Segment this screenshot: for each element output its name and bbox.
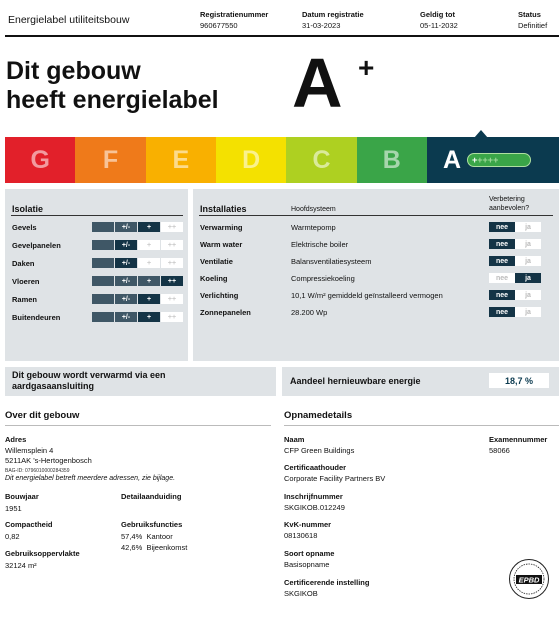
exam-value: 58066: [489, 446, 510, 455]
bag-id: BAG-ID: 0796010000284359: [5, 468, 70, 474]
improvement-toggle: [489, 256, 541, 266]
scale-cell: ++: [161, 294, 183, 304]
scale-cell: ++: [161, 222, 183, 232]
improvement-yes: ja: [515, 290, 541, 300]
scale-cell: [92, 240, 114, 250]
scale-cell: [92, 276, 114, 286]
kvk-label: KvK-nummer: [284, 520, 332, 529]
multi-address-note: Dit energielabel betreft meerdere adressen, zie bijlage.: [5, 475, 176, 482]
kvk-value: 08130618: [284, 531, 318, 540]
energy-class-a: [427, 137, 559, 183]
naam-label: Naam: [284, 435, 305, 444]
divider: [5, 425, 271, 426]
installatie-system: Elektrische boiler: [291, 240, 349, 249]
scale-cell: ++: [161, 276, 183, 286]
energy-class-letter: C: [312, 145, 331, 174]
energy-class-f: [75, 137, 145, 183]
improvement-yes: ja: [515, 256, 541, 266]
renewable-value: 18,7 %: [489, 373, 549, 388]
bouwjaar-value: 1951: [5, 504, 22, 513]
isolatie-label: Gevels: [12, 223, 37, 232]
energy-class-e: [146, 137, 216, 183]
scale-cell: +: [138, 276, 160, 286]
over-title: Over dit gebouw: [5, 410, 80, 421]
isolatie-label: Vloeren: [12, 277, 40, 286]
cert-value: Corporate Facility Partners BV: [284, 474, 386, 483]
energy-class-g: [5, 137, 75, 183]
isolatie-label: Daken: [12, 259, 35, 268]
compact-label: Compactheid: [5, 520, 53, 529]
improvement-no: nee: [489, 222, 515, 232]
installatie-system: 10,1 W/m² gemiddeld geïnstalleerd vermogen: [291, 291, 443, 300]
installatie-system: Compressiekoeling: [291, 274, 355, 283]
installatie-label: Zonnepanelen: [200, 308, 251, 317]
improvement-header: Verbetering aanbevolen?: [489, 196, 530, 212]
installaties-title: Installaties: [200, 204, 247, 214]
isolatie-label: Buitendeuren: [12, 313, 61, 322]
scale-cell: [92, 312, 114, 322]
energy-label-plus: +: [358, 52, 375, 83]
energy-class-bar: [5, 137, 559, 183]
headline: Dit gebouw heeft energielabel: [6, 57, 219, 114]
improvement-toggle: [489, 290, 541, 300]
scale-cell: +: [138, 222, 160, 232]
scale-cell: +/-: [115, 240, 137, 250]
epbd-seal-graphic: [512, 562, 546, 596]
improvement-no: nee: [489, 307, 515, 317]
scale-cell: +: [138, 258, 160, 268]
exam-label: Examennummer: [489, 435, 548, 444]
header-divider: [5, 35, 559, 37]
isolatie-scale: [92, 276, 184, 286]
renewable-label: Aandeel hernieuwbare energie: [290, 376, 421, 386]
adres-line2: 5211AK 's-Hertogenbosch: [5, 456, 92, 465]
registration-number: Registratienummer 960677550: [200, 10, 269, 30]
energy-class-d: [216, 137, 286, 183]
naam-value: CFP Green Buildings: [284, 446, 355, 455]
installatie-label: Verlichting: [200, 291, 239, 300]
inschr-label: Inschrijfnummer: [284, 492, 343, 501]
divider: [11, 215, 183, 216]
energy-class-b: [357, 137, 427, 183]
scale-cell: +/-: [115, 222, 137, 232]
energy-class-letter: D: [242, 145, 261, 174]
improvement-no: nee: [489, 239, 515, 249]
bouwjaar-label: Bouwjaar: [5, 492, 39, 501]
installatie-label: Ventilatie: [200, 257, 233, 266]
scale-cell: +/-: [115, 312, 137, 322]
scale-cell: ++: [161, 258, 183, 268]
scale-cell: [92, 258, 114, 268]
adres-label: Adres: [5, 435, 27, 444]
scale-cell: ++: [161, 240, 183, 250]
installatie-system: 28.200 Wp: [291, 308, 328, 317]
improvement-yes: ja: [515, 307, 541, 317]
divider: [199, 215, 553, 216]
inst-value: SKGIKOB: [284, 589, 318, 598]
isolatie-scale: [92, 312, 184, 322]
renewable-box: [282, 367, 559, 396]
isolatie-scale: [92, 294, 184, 304]
scale-cell: [92, 294, 114, 304]
improvement-yes: ja: [515, 239, 541, 249]
cert-label: Certificaathouder: [284, 463, 347, 472]
scale-cell: ++: [161, 312, 183, 322]
isolatie-label: Ramen: [12, 295, 38, 304]
scale-cell: +/-: [115, 276, 137, 286]
soort-label: Soort opname: [284, 549, 335, 558]
energy-label-big: A: [292, 44, 343, 122]
epbd-seal-icon: [509, 559, 549, 599]
scale-cell: +: [138, 312, 160, 322]
energy-class-letter: A: [442, 145, 462, 174]
improvement-yes: ja: [515, 222, 541, 232]
functies-label: Gebruiksfuncties: [121, 520, 183, 529]
isolatie-scale: [92, 258, 184, 268]
epbd-text: EPBD: [518, 575, 540, 585]
energy-class-c: [286, 137, 356, 183]
isolatie-panel: [5, 189, 188, 361]
plus-rating-pill: [467, 153, 531, 167]
scale-cell: +: [138, 240, 160, 250]
installatie-label: Koeling: [200, 274, 228, 283]
document-title: Energielabel utiliteitsbouw: [8, 14, 130, 26]
energy-class-letter: B: [382, 145, 401, 174]
heating-note: Dit gebouw wordt verwarmd via een aardgasaansluiting: [12, 370, 166, 391]
improvement-toggle: [489, 239, 541, 249]
installatie-label: Warm water: [200, 240, 243, 249]
isolatie-scale: [92, 222, 184, 232]
status: Status Definitief: [518, 10, 548, 30]
inschr-value: SKGIKOB.012249: [284, 503, 345, 512]
opp-value: 32124 m²: [5, 561, 37, 570]
isolatie-scale: [92, 240, 184, 250]
plus-rating-on: +: [472, 155, 478, 165]
improvement-yes: ja: [515, 273, 541, 283]
compact-value: 0,82: [5, 532, 20, 541]
hoofdsysteem-header: Hoofdsysteem: [291, 206, 336, 213]
installaties-panel: [193, 189, 559, 361]
improvement-no: nee: [489, 273, 515, 283]
installatie-label: Verwarming: [200, 223, 243, 232]
improvement-toggle: [489, 222, 541, 232]
registration-date: Datum registratie 31-03-2023: [302, 10, 364, 30]
improvement-no: nee: [489, 290, 515, 300]
improvement-no: nee: [489, 256, 515, 266]
improvement-toggle: [489, 307, 541, 317]
scale-cell: +: [138, 294, 160, 304]
valid-until: Geldig tot 05-11-2032: [420, 10, 458, 30]
energy-class-letter: F: [102, 145, 119, 174]
opp-label: Gebruiksoppervlakte: [5, 549, 80, 558]
plus-rating-off: ++++: [477, 155, 499, 165]
energy-class-letter: G: [30, 145, 50, 174]
soort-value: Basisopname: [284, 560, 330, 569]
adres-line1: Willemsplein 4: [5, 446, 54, 455]
divider: [284, 425, 559, 426]
isolatie-title: Isolatie: [12, 204, 44, 214]
functie-row: 42,6% Bijeenkomst: [121, 543, 188, 552]
improvement-toggle: [489, 273, 541, 283]
inst-label: Certificerende instelling: [284, 578, 370, 587]
energy-class-letter: E: [172, 145, 190, 174]
installatie-system: Warmtepomp: [291, 223, 336, 232]
isolatie-label: Gevelpanelen: [12, 241, 61, 250]
functie-row: 57,4% Kantoor: [121, 532, 173, 541]
scale-cell: +/-: [115, 258, 137, 268]
detail-label: Detailaanduiding: [121, 492, 182, 501]
scale-cell: +/-: [115, 294, 137, 304]
opname-title: Opnamedetails: [284, 410, 353, 421]
installatie-system: Balansventilatiesysteem: [291, 257, 372, 266]
scale-cell: [92, 222, 114, 232]
heating-note-box: [5, 367, 276, 396]
